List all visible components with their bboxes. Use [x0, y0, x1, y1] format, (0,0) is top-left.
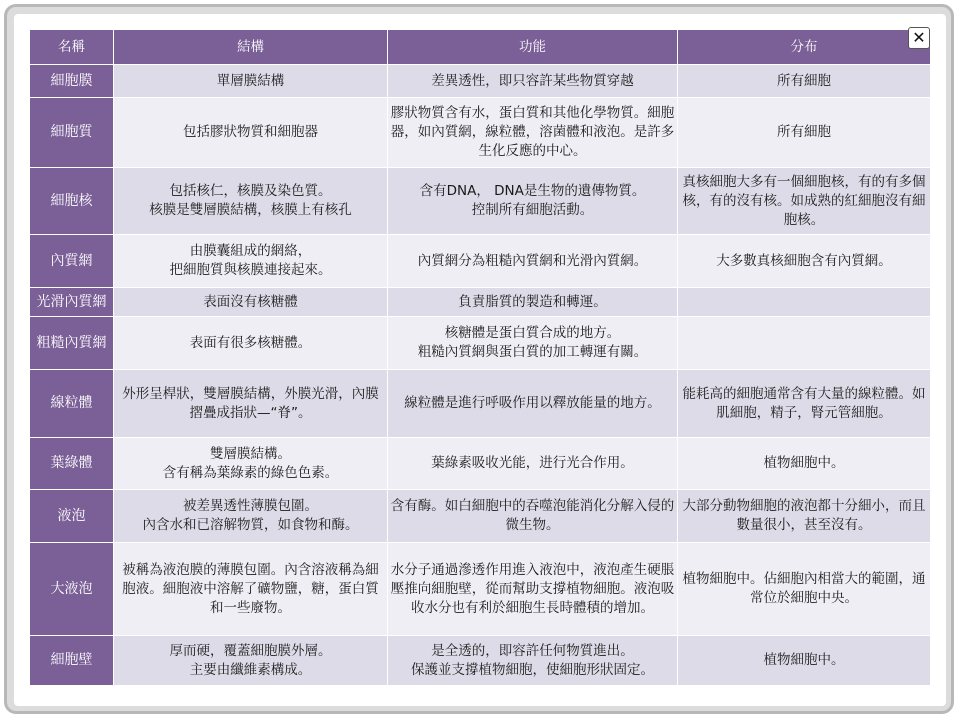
row-function: 負責脂質的製造和轉運。 [388, 288, 678, 317]
row-structure: 表面有很多核糖體。 [114, 317, 388, 370]
row-distribution [678, 288, 931, 317]
row-distribution: 大多數真核細胞含有內質網。 [678, 235, 931, 288]
table-row [30, 288, 931, 317]
header-structure: 結構 [114, 30, 388, 65]
table-row [30, 636, 931, 686]
table-row [30, 543, 931, 636]
row-structure: 表面沒有核糖體 [114, 288, 388, 317]
row-structure: 被稱為液泡膜的薄膜包圍。內含溶液稱為細胞液。細胞液中溶解了礦物鹽，糖，蛋白質和一些廢物。 [114, 543, 388, 636]
row-distribution: 植物細胞中。 [678, 438, 931, 490]
row-distribution: 所有細胞 [678, 98, 931, 168]
row-name: 大液泡 [30, 543, 114, 636]
row-name: 細胞壁 [30, 636, 114, 686]
row-function: 是全透的，即容許任何物質進出。 保護並支撐植物細胞，使細胞形狀固定。 [388, 636, 678, 686]
row-name: 液泡 [30, 490, 114, 543]
row-structure: 包括膠狀物質和細胞器 [114, 98, 388, 168]
row-structure: 外形呈桿狀，雙層膜結構，外膜光滑，內膜摺疊成指狀—“脊”。 [114, 370, 388, 438]
close-icon: ✕ [912, 28, 926, 47]
row-name: 細胞核 [30, 168, 114, 235]
table-row [30, 438, 931, 490]
row-distribution: 大部分動物細胞的液泡都十分細小，而且數量很小，甚至沒有。 [678, 490, 931, 543]
row-distribution: 植物細胞中。佔細胞內相當大的範圍，通常位於細胞中央。 [678, 543, 931, 636]
row-structure: 雙層膜結構。 含有稱為葉綠素的綠色色素。 [114, 438, 388, 490]
header-function: 功能 [388, 30, 678, 65]
header-row [30, 30, 931, 65]
row-name: 內質網 [30, 235, 114, 288]
row-name: 葉綠體 [30, 438, 114, 490]
header-distribution: 分布 [678, 30, 931, 65]
row-structure: 厚而硬，覆蓋細胞膜外層。 主要由纖維素構成。 [114, 636, 388, 686]
row-distribution: 所有細胞 [678, 65, 931, 98]
row-function: 線粒體是進行呼吸作用以釋放能量的地方。 [388, 370, 678, 438]
table-row [30, 490, 931, 543]
row-structure: 由膜囊組成的網絡， 把細胞質與核膜連接起來。 [114, 235, 388, 288]
row-function: 水分子通過滲透作用進入液泡中，液泡產生硬脹壓推向細胞壁，從而幫助支撐植物細胞。液泡吸收水分也有利於細胞生長時體積的增加。 [388, 543, 678, 636]
row-name: 細胞質 [30, 98, 114, 168]
row-name: 粗糙內質網 [30, 317, 114, 370]
row-name: 光滑內質網 [30, 288, 114, 317]
organelle-table [29, 29, 931, 686]
table-row [30, 168, 931, 235]
row-function: 含有DNA， DNA是生物的遺傳物質。 控制所有細胞活動。 [388, 168, 678, 235]
table-row [30, 98, 931, 168]
row-distribution [678, 317, 931, 370]
close-button[interactable] [908, 27, 930, 49]
row-function: 內質網分為粗糙內質網和光滑內質網。 [388, 235, 678, 288]
table-row [30, 370, 931, 438]
table-row [30, 317, 931, 370]
row-function: 核糖體是蛋白質合成的地方。 粗糙內質網與蛋白質的加工轉運有關。 [388, 317, 678, 370]
row-name: 線粒體 [30, 370, 114, 438]
row-function: 差異透性，即只容許某些物質穿越 [388, 65, 678, 98]
row-distribution: 真核細胞大多有一個細胞核，有的有多個核，有的沒有核。如成熟的紅細胞沒有細胞核。 [678, 168, 931, 235]
row-distribution: 植物細胞中。 [678, 636, 931, 686]
header-name: 名稱 [30, 30, 114, 65]
table-row [30, 235, 931, 288]
table-row [30, 65, 931, 98]
row-structure: 被差異透性薄膜包圍。 內含水和已溶解物質，如食物和酶。 [114, 490, 388, 543]
row-structure: 包括核仁，核膜及染色質。 核膜是雙層膜結構，核膜上有核孔 [114, 168, 388, 235]
row-distribution: 能耗高的細胞通常含有大量的線粒體。如肌細胞，精子，腎元管細胞。 [678, 370, 931, 438]
row-function: 膠狀物質含有水，蛋白質和其他化學物質。細胞器，如內質網，線粒體，溶菌體和液泡。是許多生化反應的中心。 [388, 98, 678, 168]
row-function: 含有酶。如白細胞中的吞噬泡能消化分解入侵的微生物。 [388, 490, 678, 543]
row-function: 葉綠素吸收光能，进行光合作用。 [388, 438, 678, 490]
row-structure: 單層膜結構 [114, 65, 388, 98]
row-name: 細胞膜 [30, 65, 114, 98]
